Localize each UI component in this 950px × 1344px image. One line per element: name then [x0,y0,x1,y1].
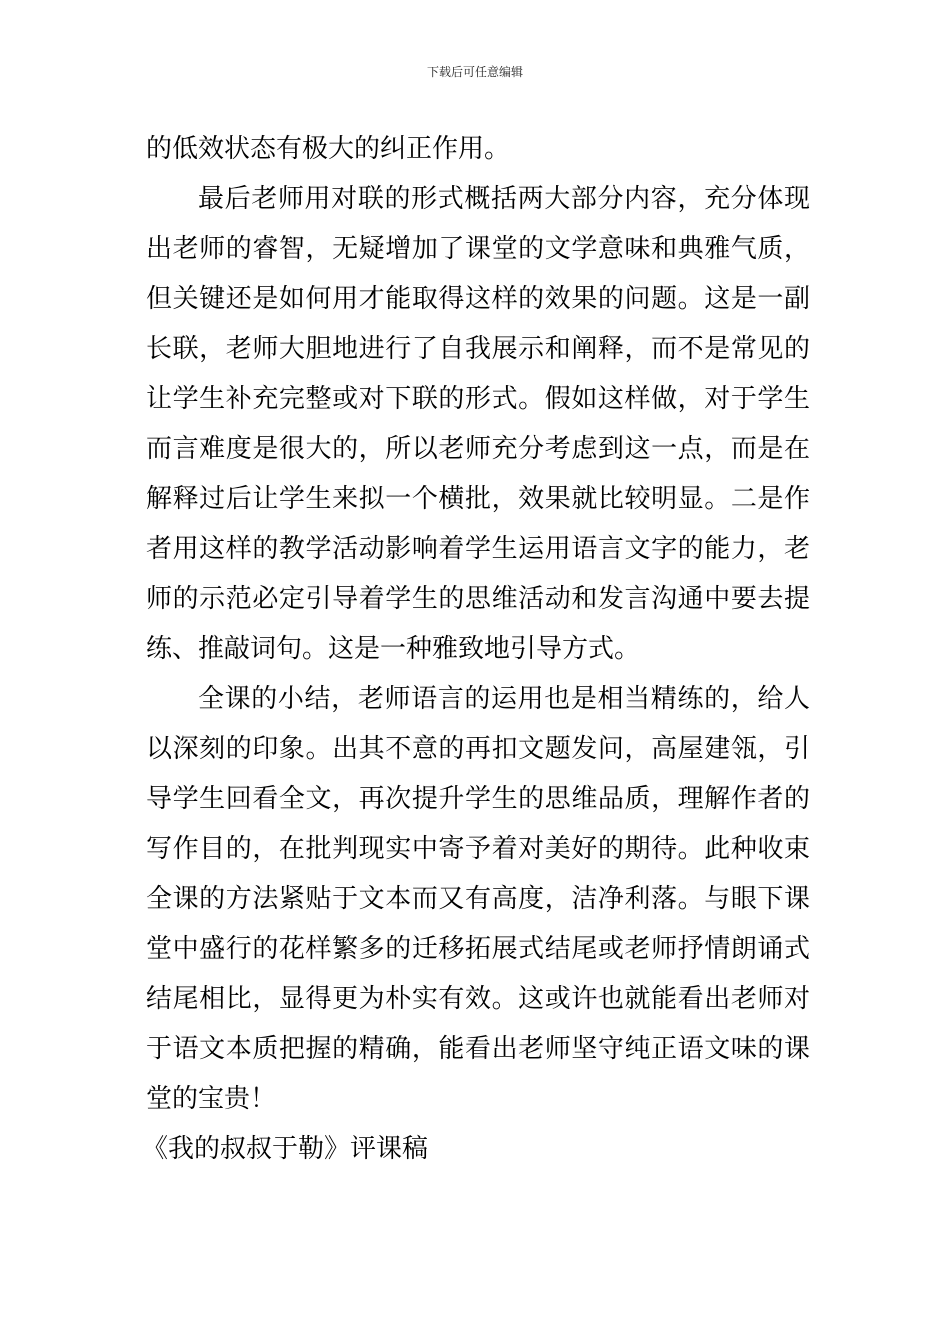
document-body [142,124,810,1174]
page-header: 下载后可任意编辑 [426,65,523,79]
paragraph-summary: 全课的小结，老师语言的运用也是相当精练的，给人以深刻的印象。出其不意的再扣文题发问，高屋建瓴，引导学生回看全文，再次提升学生的思维品质，理解作者的写作目的，在批判现实中寄予着对美好的期待。此种收束全课的方法紧贴于文本而又有高度，洁净利落。与眼下课堂中盛行的花样繁多的迁移拓展式结尾或老师抒情朗诵式结尾相比，显得更为朴实有效。这或许也就能看出老师对于语文本质把握的精确，能看出老师坚守纯正语文味的课堂的宝贵！ [146,684,810,1114]
section-title: 《我的叔叔于勒》评课稿 [142,1134,429,1164]
paragraph-continuation: 的低效状态有极大的纠正作用。 [146,134,511,164]
paragraph-couplet: 最后老师用对联的形式概括两大部分内容，充分体现出老师的睿智，无疑增加了课堂的文学意味和典雅气质，但关键还是如何用才能取得这样的效果的问题。这是一副长联，老师大胆地进行了自我展示和阐释，而不是常见的让学生补充完整或对下联的形式。假如这样做，对于学生而言难度是很大的，所以老师充分考虑到这一点，而是在解释过后让学生来拟一个横批，效果就比较明显。二是作者用这样的教学活动影响着学生运用语言文字的能力，老师的示范必定引导着学生的思维活动和发言沟通中要去提练、推敲词句。这是一种雅致地引导方式。 [146,184,810,664]
